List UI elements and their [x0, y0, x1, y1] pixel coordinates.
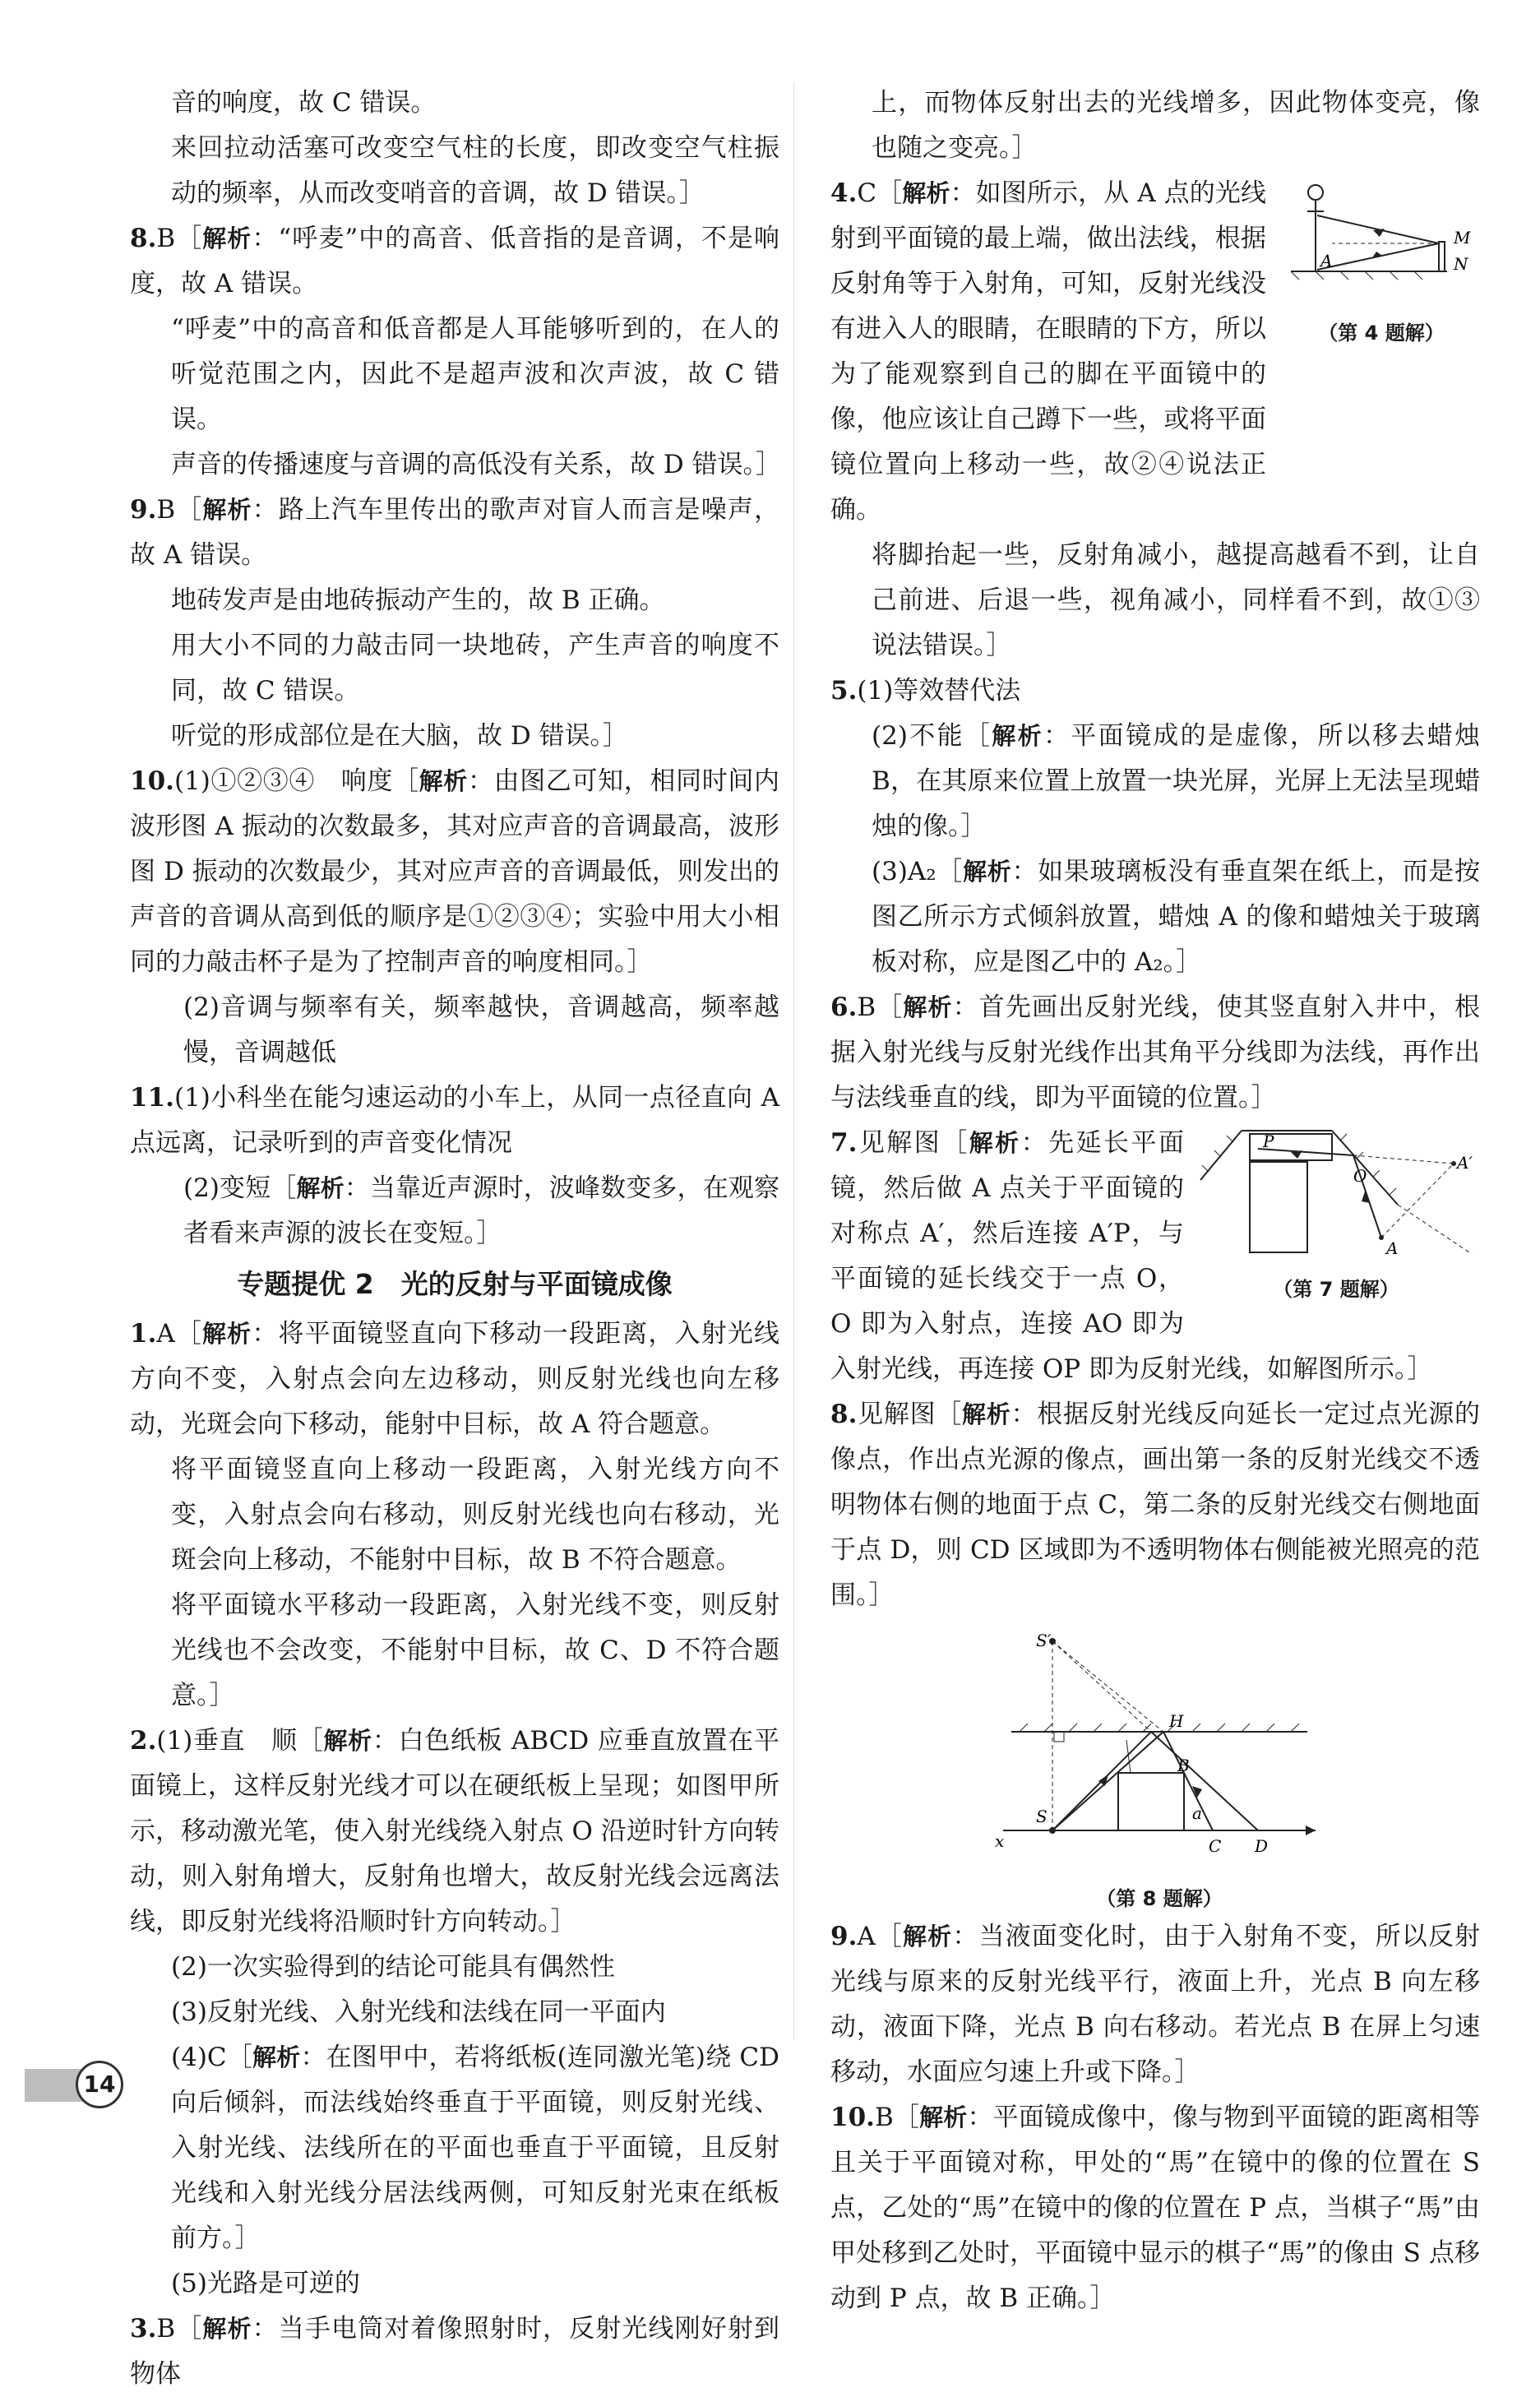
answer-5-part2: (2)不能［解析：平面镜成的是虚像，所以移去蜡烛 B，在其原来位置上放置一块光屏，光屏上无法呈现蜡烛的像。］	[872, 721, 1480, 841]
paragraph: (4)C［解析：在图甲中，若将纸板(连同激光笔)绕 CD 向后倾斜，而法线始终垂直于平面镜，则反射光线、入射光线、法线所在的平面也垂直于平面镜，且反射光线和入射光线分居法线两侧，可知反射光束在纸板前方。］	[171, 2043, 779, 2253]
answer-11-part2: (2)变短［解析：当靠近声源时，波峰数变多，在观察者看来声源的波长在变短。］	[183, 1173, 779, 1248]
answer-5: 5.(1)等效替代法	[830, 676, 1021, 706]
figure-4-caption: （第 4 题解）	[1318, 322, 1445, 345]
label-S: S	[1036, 1807, 1047, 1826]
label-A-prime: A′	[1457, 1153, 1473, 1173]
label-A: A	[1320, 251, 1333, 271]
label-O: O	[1353, 1166, 1367, 1186]
answer-4: 4.C［解析：如图所示，从 A 点的光线射到平面镜的最上端，做出法线，根据反射角等于入射角，可知，反射光线没有进入人的眼睛，在眼睛的下方，所以为了能观察到自己的脚在平面镜中的像，他应该让自己蹲下一些，或将平面镜位置向上移动一些，故②④说法正确。	[830, 178, 1266, 525]
figure-7-diagram	[1192, 1122, 1480, 1262]
paragraph: 听觉的形成部位是在大脑，故 D 错误。］	[171, 721, 629, 751]
section-title: 专题提优 2 光的反射与平面镜成像	[237, 1268, 673, 1300]
page-number-badge	[25, 2054, 123, 2112]
left-column	[130, 81, 782, 2397]
answer-10: 10.B［解析：平面镜成像中，像与物到平面镜的距离相等且关于平面镜对称，甲处的“馬”在镜中的像的位置在 S 点，乙处的“馬”在镜中的像的位置在 P 点，当棋子“馬”由甲处移到乙处时，平面镜中显示的棋子“馬”的像由 S 点移动到 P 点，故 B 正确。］	[830, 2103, 1480, 2313]
figure-4	[1283, 174, 1480, 345]
label-x: x	[995, 1831, 1005, 1851]
figure-7	[1192, 1122, 1480, 1302]
answer-7-block	[830, 1121, 1480, 1392]
label-S-prime: S′	[1036, 1631, 1052, 1650]
right-column	[830, 81, 1480, 2321]
section-answer-1: 1.A［解析：将平面镜竖直向下移动一段距离，入射光线方向不变，入射点会向左边移动，则反射光线也向左移动，光斑会向下移动，能射中目标，故 A 符合题意。	[130, 1319, 779, 1439]
paragraph: (3)反射光线、入射光线和法线在同一平面内	[171, 1997, 666, 2027]
answer-5-part3: (3)A₂［解析：如果玻璃板没有垂直架在纸上，而是按图乙所示方式倾斜放置，蜡烛 A 的像和蜡烛关于玻璃板对称，应是图乙中的 A₂。］	[872, 857, 1480, 977]
label-M: M	[1454, 228, 1471, 248]
label-D: D	[1255, 1836, 1269, 1856]
answer-9: 9.A［解析：当液面变化时，由于入射角不变，所以反射光线与原来的反射光线平行，液面上升，光点 B 向左移动，液面下降，光点 B 向右移动。若光点 B 在屏上匀速移动，水面应匀速上升或下降。］	[830, 1922, 1480, 2087]
answer-8: 8.B［解析：“呼麦”中的高音、低音指的是音调，不是响度，故 A 错误。	[130, 224, 779, 298]
paragraph: 音的响度，故 C 错误。	[171, 88, 437, 118]
section-answer-2: 2.(1)垂直 顺［解析：白色纸板 ABCD 应垂直放置在平面镜上，这样反射光线才可以在硬纸板上呈现；如图甲所示，移动激光笔，使入射光线绕入射点 O 沿逆时针方向转动，则入射角增大，反射角也增大，故反射光线会远离法线，即反射光线将沿顺时针方向转动。］	[130, 1726, 779, 1937]
answer-7: 7.见解图［解析：先延长平面镜，然后做 A 点关于平面镜的对称点 A′，然后连接 A′P，与平面镜的延长线交于一点 O，O 即为入射点，连接 AO 即为入射光线，再连接 OP 即为反射光线，如解图所示。］	[830, 1121, 1480, 1392]
figure-4-diagram	[1283, 174, 1480, 306]
page-number: 14	[76, 2061, 123, 2108]
section-answer-3: 3.B［解析：当手电筒对着像照射时，反射光线刚好射到物体	[130, 2314, 779, 2389]
answer-10: 10.(1)①②③④ 响度［解析：由图乙可知，相同时间内波形图 A 振动的次数最多，其对应声音的音调最高，波形图 D 振动的次数最少，其对应声音的音调最低，则发出的声音的音调从高到低的顺序是①②③④；实验中用大小相同的力敲击杯子是为了控制声音的响度相同。］	[130, 766, 779, 977]
label-N: N	[1454, 254, 1468, 274]
paragraph: “呼麦”中的高音和低音都是人耳能够听到的，在人的听觉范围之内，因此不是超声波和次声波，故 C 错误。	[171, 314, 779, 434]
label-C: C	[1209, 1836, 1222, 1856]
answer-4-block	[830, 171, 1480, 533]
answer-11: 11.(1)小科坐在能匀速运动的小车上，从同一点径直向 A 点远离，记录听到的声音变化情况	[130, 1083, 779, 1158]
label-A: A	[1386, 1238, 1399, 1258]
figure-8	[995, 1625, 1324, 1911]
paragraph: 地砖发声是由地砖振动产生的，故 B 正确。	[171, 585, 665, 615]
figure-7-caption: （第 7 题解）	[1273, 1278, 1399, 1301]
paragraph: 将平面镜竖直向上移动一段距离，入射光线方向不变，入射点会向右移动，则反射光线也向右移动，光斑会向上移动，不能射中目标，故 B 不符合题意。	[171, 1455, 779, 1575]
answer-9: 9.B［解析：路上汽车里传出的歌声对盲人而言是噪声，故 A 错误。	[130, 495, 779, 570]
paragraph: 将脚抬起一些，反射角减小，越提高越看不到，让自己前进、后退一些，视角减小，同样看不到，故①③说法错误。］	[872, 540, 1480, 660]
paragraph: 用大小不同的力敲击同一块地砖，产生声音的响度不同，故 C 错误。	[171, 631, 779, 706]
paragraph: 来回拉动活塞可改变空气柱的长度，即改变空气柱振动的频率，从而改变哨音的音调，故 D 错误。］	[171, 133, 779, 208]
answer-8: 8.见解图［解析：根据反射光线反向延长一定过点光源的像点，作出点光源的像点，画出第一条的反射光线交不透明物体右侧的地面于点 C，第二条的反射光线交右侧地面于点 D，则 CD 区域即为不透明物体右侧能被光照亮的范围。］	[830, 1400, 1480, 1610]
paragraph: 将平面镜水平移动一段距离，入射光线不变，则反射光线也不会改变，不能射中目标，故 C、D 不符合题意。］	[171, 1590, 779, 1710]
label-H: H	[1169, 1711, 1184, 1731]
label-a: a	[1192, 1803, 1202, 1823]
column-divider	[793, 82, 794, 2039]
paragraph: 声音的传播速度与音调的高低没有关系，故 D 错误。］	[171, 450, 782, 479]
label-B: B	[1177, 1756, 1190, 1775]
answer-6: 6.B［解析：首先画出反射光线，使其竖直射入井中，根据入射光线与反射光线作出其角平分线即为法线，再作出与法线垂直的线，即为平面镜的位置。］	[830, 993, 1480, 1113]
label-P: P	[1263, 1131, 1274, 1151]
paragraph: (2)音调与频率有关，频率越快，音调越高，频率越慢，音调越低	[183, 993, 779, 1067]
paragraph: (2)一次实验得到的结论可能具有偶然性	[171, 1952, 615, 1982]
figure-8-diagram	[995, 1625, 1324, 1872]
paragraph: (5)光路是可逆的	[171, 2269, 360, 2298]
paragraph: 上，而物体反射出去的光线增多，因此物体变亮，像也随之变亮。］	[872, 88, 1480, 163]
figure-8-caption: （第 8 题解）	[1096, 1887, 1223, 1910]
